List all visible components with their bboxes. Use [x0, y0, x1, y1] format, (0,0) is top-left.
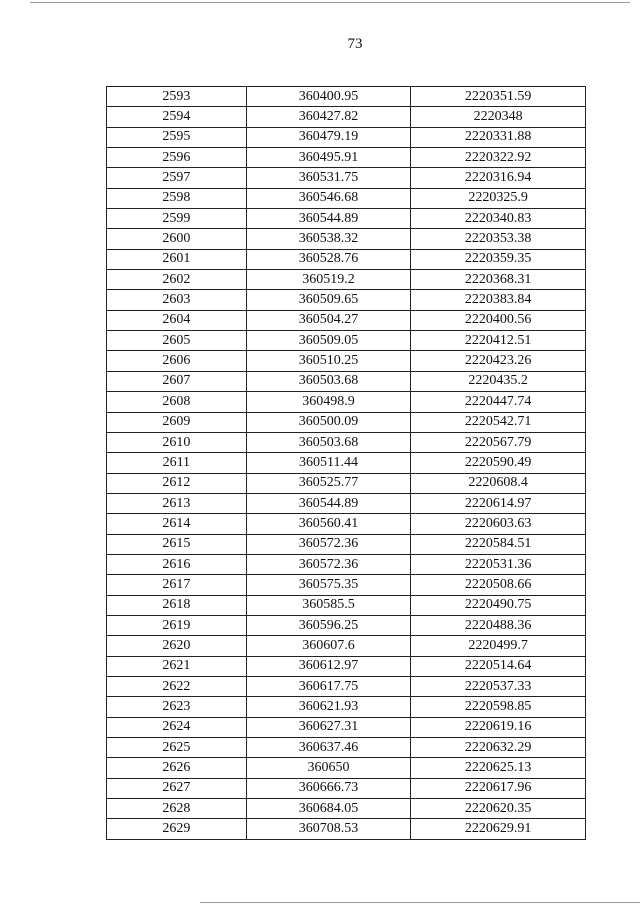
point-number-cell: 2610	[107, 432, 247, 452]
point-number-cell: 2617	[107, 575, 247, 595]
y-coordinate-cell: 2220423.26	[411, 351, 586, 371]
x-coordinate-cell: 360546.68	[246, 188, 411, 208]
x-coordinate-cell: 360572.36	[246, 534, 411, 554]
point-number-cell: 2622	[107, 676, 247, 696]
coordinates-table	[106, 86, 586, 840]
point-number-cell: 2628	[107, 799, 247, 819]
x-coordinate-cell: 360528.76	[246, 249, 411, 269]
point-number-cell: 2609	[107, 412, 247, 432]
point-number-cell: 2605	[107, 331, 247, 351]
y-coordinate-cell: 2220322.92	[411, 148, 586, 168]
y-coordinate-cell: 2220614.97	[411, 493, 586, 513]
point-number-cell: 2612	[107, 473, 247, 493]
y-coordinate-cell: 2220331.88	[411, 127, 586, 147]
point-number-cell: 2619	[107, 615, 247, 635]
x-coordinate-cell: 360498.9	[246, 392, 411, 412]
x-coordinate-cell: 360427.82	[246, 107, 411, 127]
table-row	[107, 351, 586, 371]
x-coordinate-cell: 360560.41	[246, 514, 411, 534]
point-number-cell: 2625	[107, 738, 247, 758]
table-row	[107, 758, 586, 778]
x-coordinate-cell: 360666.73	[246, 778, 411, 798]
table-row	[107, 87, 586, 107]
table-row	[107, 799, 586, 819]
x-coordinate-cell: 360572.36	[246, 554, 411, 574]
x-coordinate-cell: 360617.75	[246, 676, 411, 696]
x-coordinate-cell: 360621.93	[246, 697, 411, 717]
point-number-cell: 2598	[107, 188, 247, 208]
y-coordinate-cell: 2220400.56	[411, 310, 586, 330]
table-row	[107, 290, 586, 310]
x-coordinate-cell: 360575.35	[246, 575, 411, 595]
point-number-cell: 2620	[107, 636, 247, 656]
x-coordinate-cell: 360503.68	[246, 371, 411, 391]
y-coordinate-cell: 2220584.51	[411, 534, 586, 554]
point-number-cell: 2595	[107, 127, 247, 147]
point-number-cell: 2601	[107, 249, 247, 269]
point-number-cell: 2613	[107, 493, 247, 513]
x-coordinate-cell: 360504.27	[246, 310, 411, 330]
x-coordinate-cell: 360503.68	[246, 432, 411, 452]
table-row	[107, 575, 586, 595]
table-row	[107, 392, 586, 412]
point-number-cell: 2600	[107, 229, 247, 249]
y-coordinate-cell: 2220353.38	[411, 229, 586, 249]
table-row	[107, 514, 586, 534]
y-coordinate-cell: 2220435.2	[411, 371, 586, 391]
y-coordinate-cell: 2220325.9	[411, 188, 586, 208]
table-row	[107, 595, 586, 615]
x-coordinate-cell: 360708.53	[246, 819, 411, 839]
point-number-cell: 2607	[107, 371, 247, 391]
point-number-cell: 2608	[107, 392, 247, 412]
x-coordinate-cell: 360495.91	[246, 148, 411, 168]
table-row	[107, 249, 586, 269]
point-number-cell: 2614	[107, 514, 247, 534]
y-coordinate-cell: 2220598.85	[411, 697, 586, 717]
table-row	[107, 453, 586, 473]
table-row	[107, 554, 586, 574]
y-coordinate-cell: 2220620.35	[411, 799, 586, 819]
y-coordinate-cell: 2220531.36	[411, 554, 586, 574]
y-coordinate-cell: 2220537.33	[411, 676, 586, 696]
point-number-cell: 2618	[107, 595, 247, 615]
table-row	[107, 148, 586, 168]
table-row	[107, 331, 586, 351]
y-coordinate-cell: 2220447.74	[411, 392, 586, 412]
x-coordinate-cell: 360479.19	[246, 127, 411, 147]
point-number-cell: 2594	[107, 107, 247, 127]
x-coordinate-cell: 360509.05	[246, 331, 411, 351]
y-coordinate-cell: 2220348	[411, 107, 586, 127]
y-coordinate-cell: 2220619.16	[411, 717, 586, 737]
x-coordinate-cell: 360519.2	[246, 270, 411, 290]
table-row	[107, 615, 586, 635]
table-row	[107, 676, 586, 696]
table-row	[107, 493, 586, 513]
point-number-cell: 2603	[107, 290, 247, 310]
y-coordinate-cell: 2220383.84	[411, 290, 586, 310]
y-coordinate-cell: 2220567.79	[411, 432, 586, 452]
x-coordinate-cell: 360544.89	[246, 493, 411, 513]
point-number-cell: 2611	[107, 453, 247, 473]
table-row	[107, 188, 586, 208]
y-coordinate-cell: 2220499.7	[411, 636, 586, 656]
y-coordinate-cell: 2220608.4	[411, 473, 586, 493]
table-body	[107, 87, 586, 840]
table-row	[107, 270, 586, 290]
table-row	[107, 717, 586, 737]
y-coordinate-cell: 2220542.71	[411, 412, 586, 432]
y-coordinate-cell: 2220590.49	[411, 453, 586, 473]
table-row	[107, 310, 586, 330]
table-row	[107, 473, 586, 493]
x-coordinate-cell: 360531.75	[246, 168, 411, 188]
y-coordinate-cell: 2220629.91	[411, 819, 586, 839]
x-coordinate-cell: 360607.6	[246, 636, 411, 656]
point-number-cell: 2621	[107, 656, 247, 676]
table-row	[107, 738, 586, 758]
x-coordinate-cell: 360585.5	[246, 595, 411, 615]
x-coordinate-cell: 360612.97	[246, 656, 411, 676]
bottom-rule	[200, 902, 640, 903]
y-coordinate-cell: 2220632.29	[411, 738, 586, 758]
point-number-cell: 2593	[107, 87, 247, 107]
table-row	[107, 636, 586, 656]
y-coordinate-cell: 2220603.63	[411, 514, 586, 534]
y-coordinate-cell: 2220351.59	[411, 87, 586, 107]
point-number-cell: 2602	[107, 270, 247, 290]
table-row	[107, 168, 586, 188]
top-rule	[30, 2, 630, 3]
point-number-cell: 2615	[107, 534, 247, 554]
point-number-cell: 2629	[107, 819, 247, 839]
x-coordinate-cell: 360684.05	[246, 799, 411, 819]
point-number-cell: 2623	[107, 697, 247, 717]
y-coordinate-cell: 2220316.94	[411, 168, 586, 188]
table-row	[107, 127, 586, 147]
point-number-cell: 2597	[107, 168, 247, 188]
table-row	[107, 778, 586, 798]
point-number-cell: 2624	[107, 717, 247, 737]
x-coordinate-cell: 360596.25	[246, 615, 411, 635]
x-coordinate-cell: 360511.44	[246, 453, 411, 473]
x-coordinate-cell: 360525.77	[246, 473, 411, 493]
y-coordinate-cell: 2220617.96	[411, 778, 586, 798]
y-coordinate-cell: 2220490.75	[411, 595, 586, 615]
table-row	[107, 697, 586, 717]
table-row	[107, 229, 586, 249]
table-row	[107, 209, 586, 229]
y-coordinate-cell: 2220359.35	[411, 249, 586, 269]
y-coordinate-cell: 2220508.66	[411, 575, 586, 595]
x-coordinate-cell: 360627.31	[246, 717, 411, 737]
point-number-cell: 2616	[107, 554, 247, 574]
x-coordinate-cell: 360509.65	[246, 290, 411, 310]
y-coordinate-cell: 2220625.13	[411, 758, 586, 778]
x-coordinate-cell: 360510.25	[246, 351, 411, 371]
table-row	[107, 371, 586, 391]
table-row	[107, 432, 586, 452]
point-number-cell: 2596	[107, 148, 247, 168]
table-row	[107, 412, 586, 432]
y-coordinate-cell: 2220340.83	[411, 209, 586, 229]
point-number-cell: 2626	[107, 758, 247, 778]
table-row	[107, 656, 586, 676]
table-row	[107, 534, 586, 554]
point-number-cell: 2606	[107, 351, 247, 371]
x-coordinate-cell: 360544.89	[246, 209, 411, 229]
y-coordinate-cell: 2220412.51	[411, 331, 586, 351]
table-row	[107, 107, 586, 127]
x-coordinate-cell: 360538.32	[246, 229, 411, 249]
point-number-cell: 2604	[107, 310, 247, 330]
x-coordinate-cell: 360637.46	[246, 738, 411, 758]
y-coordinate-cell: 2220488.36	[411, 615, 586, 635]
table-row	[107, 819, 586, 839]
y-coordinate-cell: 2220368.31	[411, 270, 586, 290]
point-number-cell: 2599	[107, 209, 247, 229]
y-coordinate-cell: 2220514.64	[411, 656, 586, 676]
page-number: 73	[347, 36, 363, 52]
point-number-cell: 2627	[107, 778, 247, 798]
x-coordinate-cell: 360650	[246, 758, 411, 778]
x-coordinate-cell: 360400.95	[246, 87, 411, 107]
x-coordinate-cell: 360500.09	[246, 412, 411, 432]
